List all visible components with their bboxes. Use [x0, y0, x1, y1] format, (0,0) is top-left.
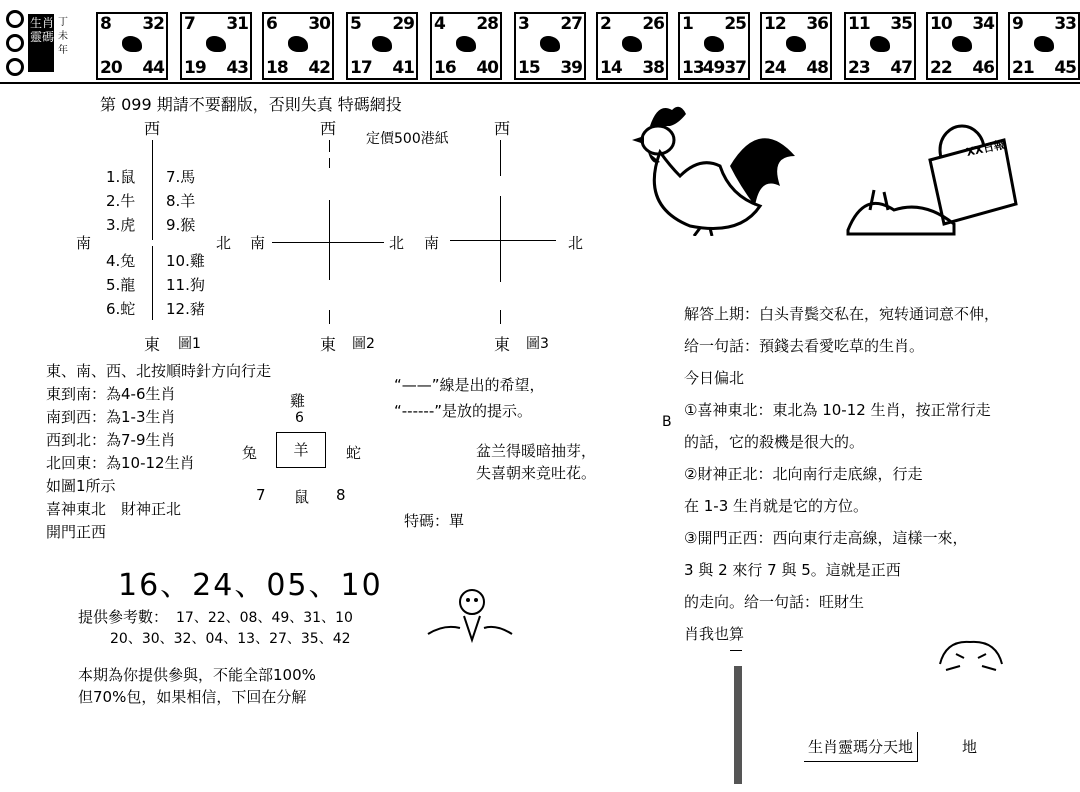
zodiac-item: 6.蛇	[106, 300, 136, 318]
line-note-2: “------”是放的提示。	[394, 402, 533, 420]
card-number: 4	[434, 14, 445, 34]
card-number: 47	[890, 58, 912, 78]
fig1-north: 北	[216, 234, 232, 252]
fig3-label: 圖3	[526, 336, 549, 352]
card-number: 19	[184, 58, 206, 78]
zodiac-list-left	[106, 165, 135, 321]
ring-icon	[6, 10, 24, 28]
zodiac-number-card	[180, 12, 252, 80]
footer-box: 生肖靈瑪分天地	[804, 732, 918, 762]
card-number: 34	[972, 14, 994, 34]
zodiac-number-card	[926, 12, 998, 80]
fig2-north: 北	[389, 234, 405, 252]
fig3-north: 北	[568, 234, 584, 252]
card-number: 28	[476, 14, 498, 34]
fig3-vline-mid	[500, 196, 501, 282]
card-number: 15	[518, 58, 540, 78]
card-number: 21	[1012, 58, 1034, 78]
answer-line: 今日偏北	[684, 369, 745, 387]
zodiac-item: 1.鼠	[106, 168, 136, 186]
stray-mark: B	[662, 414, 672, 430]
answer-line: 给一句話：預錢去看愛吃草的生肖。	[684, 337, 925, 355]
card-number: 14	[600, 58, 622, 78]
card-number: 35	[890, 14, 912, 34]
ring-icon	[6, 34, 24, 52]
intro-line: 第 099 期請不要翻版，否則失真 特碼網投	[100, 95, 402, 114]
mini-top: 雞	[290, 392, 306, 410]
fig1-vline-bottom	[152, 246, 153, 320]
zodiac-animal-icon	[540, 36, 560, 52]
answer-line: 的話，它的殺機是很大的。	[684, 433, 865, 451]
line-note-1: “——”線是出的希望，	[394, 376, 545, 394]
zodiac-item: 12.豬	[166, 300, 205, 318]
card-number: 43	[226, 58, 248, 78]
card-number: 30	[308, 14, 330, 34]
header-strip	[0, 0, 1080, 84]
mini-top-num: 6	[295, 410, 304, 426]
card-number: 12	[764, 14, 786, 34]
fig2-vline-c	[329, 200, 330, 280]
fig2-south: 南	[250, 234, 266, 252]
zodiac-animal-icon	[704, 36, 724, 52]
zodiac-item: 8.羊	[166, 192, 196, 210]
zodiac-animal-icon	[1034, 36, 1054, 52]
notice-line-2: 但70%包，如果相信，下回在分解	[78, 688, 307, 706]
fig2-west: 西	[320, 119, 337, 138]
zodiac-number-card	[430, 12, 502, 80]
fig2-east: 東	[320, 335, 337, 354]
zodiac-item: 2.牛	[106, 192, 136, 210]
zodiac-number-card	[514, 12, 586, 80]
fig3-west: 西	[494, 119, 511, 138]
card-number: 25	[724, 14, 746, 34]
card-number: 38	[642, 58, 664, 78]
bar-tick	[730, 650, 742, 651]
fig2-hline	[272, 242, 384, 243]
card-number: 2	[600, 14, 611, 34]
zodiac-number-card	[596, 12, 668, 80]
answer-block	[684, 298, 999, 650]
card-number: 40	[476, 58, 498, 78]
zodiac-animal-icon	[622, 36, 642, 52]
card-number: 1	[682, 14, 693, 34]
card-number: 6	[266, 14, 277, 34]
card-number: 13	[682, 58, 704, 78]
card-number: 24	[764, 58, 786, 78]
ring-icon	[6, 58, 24, 76]
zodiac-item: 9.猴	[166, 216, 196, 234]
card-number: 44	[142, 58, 164, 78]
fig3-east: 東	[494, 335, 511, 354]
zodiac-number-card	[262, 12, 334, 80]
answer-line: 的走向。给一句話：旺財生	[684, 593, 865, 611]
answer-line: ①喜神東北：東北為 10-12 生肖，按正常行走	[684, 401, 991, 419]
ref-line-1: 17、22、08、49、31、10	[176, 610, 353, 626]
zodiac-number-card	[678, 12, 750, 80]
fig1-east: 東	[144, 335, 161, 354]
answer-line: 肖我也算	[684, 625, 745, 643]
zodiac-item: 7.馬	[166, 168, 196, 186]
ref-label: 提供參考數：	[78, 608, 169, 626]
zodiac-number-card	[844, 12, 916, 80]
card-number: 32	[142, 14, 164, 34]
gods-line: 喜神東北 財神正北	[46, 500, 182, 518]
zodiac-item: 4.兔	[106, 252, 136, 270]
card-number: 7	[184, 14, 195, 34]
zodiac-animal-icon	[206, 36, 226, 52]
card-number: 46	[972, 58, 994, 78]
mini-bottom: 鼠	[294, 488, 310, 506]
card-number: 9	[1012, 14, 1023, 34]
binder-rings	[6, 10, 24, 82]
card-number: 31	[226, 14, 248, 34]
fig3-hline	[450, 240, 556, 241]
zodiac-animal-icon	[288, 36, 308, 52]
fig1-south: 南	[76, 234, 92, 252]
fig3-vline-bottom	[500, 310, 501, 324]
zodiac-animal-icon	[122, 36, 142, 52]
card-number: 10	[930, 14, 952, 34]
card-number: 33	[1054, 14, 1076, 34]
mini-center: 羊	[276, 432, 326, 468]
door-line: 開門正西	[46, 523, 107, 541]
zodiac-animal-icon	[456, 36, 476, 52]
answer-line: 在 1-3 生肖就是它的方位。	[684, 497, 869, 515]
fig3-south: 南	[424, 234, 440, 252]
mini-bottom-left: 7	[256, 486, 266, 504]
zodiac-animal-icon	[952, 36, 972, 52]
mini-bottom-right: 8	[336, 486, 346, 504]
fig2-vline-a	[329, 140, 330, 152]
fig2-label: 圖2	[352, 336, 375, 352]
rule-line: 北回東：為10-12生肖	[46, 454, 195, 472]
zodiac-list-right	[166, 165, 205, 321]
zodiac-item: 11.狗	[166, 276, 205, 294]
zodiac-number-card	[96, 12, 168, 80]
card-number: 48	[806, 58, 828, 78]
poem-line-1: 盆兰得暖暗抽芽，	[476, 442, 597, 460]
zodiac-item: 3.虎	[106, 216, 136, 234]
card-number: 8	[100, 14, 111, 34]
mini-right: 蛇	[346, 444, 362, 462]
answer-line: 解答上期：白头青鬓交私在，宛转通词意不伸，	[684, 305, 1000, 323]
card-number: 26	[642, 14, 664, 34]
fig2-vline-d	[329, 310, 330, 324]
card-number: 42	[308, 58, 330, 78]
footer-tail: 地	[962, 738, 978, 756]
cat-face-illustration	[936, 634, 1006, 678]
zodiac-item: 10.雞	[166, 252, 205, 270]
card-number: 41	[392, 58, 414, 78]
card-number: 5	[350, 14, 361, 34]
mini-left: 兔	[242, 444, 258, 462]
ref-line-2: 20、30、32、04、13、27、35、42	[110, 631, 351, 647]
card-number: 36	[806, 14, 828, 34]
card-number: 11	[848, 14, 870, 34]
special-code: 特碼：單	[404, 512, 465, 530]
zodiac-number-card	[346, 12, 418, 80]
rule-line: 東到南：為4-6生肖	[46, 385, 176, 403]
header-year: 丁未年	[58, 17, 68, 56]
answer-line: ②財神正北：北向南行走底線，行走	[684, 465, 923, 483]
card-number: 22	[930, 58, 952, 78]
fig2-vline-b	[329, 158, 330, 168]
poem-line-2: 失喜朝来竞吐花。	[476, 464, 597, 482]
rules-intro: 東、南、西、北按順時針方向行走	[46, 362, 272, 380]
card-number: 16	[434, 58, 456, 78]
answer-line: ③開門正西：西向東行走高線，這樣一來，	[684, 529, 968, 547]
zodiac-animal-icon	[372, 36, 392, 52]
card-number: 29	[392, 14, 414, 34]
zodiac-animal-icon	[786, 36, 806, 52]
card-number: 27	[560, 14, 582, 34]
zodiac-animal-icon	[870, 36, 890, 52]
zodiac-number-card	[1008, 12, 1080, 80]
fig1-west: 西	[144, 119, 161, 138]
newspaper-title: XX日報	[965, 138, 1006, 159]
rule-line: 如圖1所示	[46, 477, 116, 495]
card-number: 3	[518, 14, 529, 34]
card-number: 18	[266, 58, 288, 78]
card-number: 4937	[702, 58, 746, 78]
card-number: 45	[1054, 58, 1076, 78]
fig3-vline-top	[500, 140, 501, 176]
rooster-illustration	[630, 96, 800, 236]
zodiac-item: 5.龍	[106, 276, 136, 294]
card-number: 17	[350, 58, 372, 78]
card-number: 23	[848, 58, 870, 78]
card-number: 20	[100, 58, 122, 78]
notice-line-1: 本期為你提供參與，不能全部100%	[78, 666, 316, 684]
fig1-label: 圖1	[178, 336, 201, 352]
zodiac-number-card	[760, 12, 832, 80]
fig1-vline-top	[152, 140, 153, 240]
header-tag: 生肖靈碼	[28, 14, 54, 72]
price-label: 定價500港紙	[366, 131, 449, 147]
main-numbers: 16、24、05、10	[118, 568, 383, 603]
chick-illustration	[424, 584, 516, 644]
answer-line: 3 與 2 來行 7 與 5。這就是正西	[684, 561, 901, 579]
rule-line: 西到北：為7-9生肖	[46, 431, 176, 449]
rule-line: 南到西：為1-3生肖	[46, 408, 176, 426]
vertical-bar	[734, 666, 742, 784]
card-number: 39	[560, 58, 582, 78]
rules-list	[46, 383, 195, 544]
